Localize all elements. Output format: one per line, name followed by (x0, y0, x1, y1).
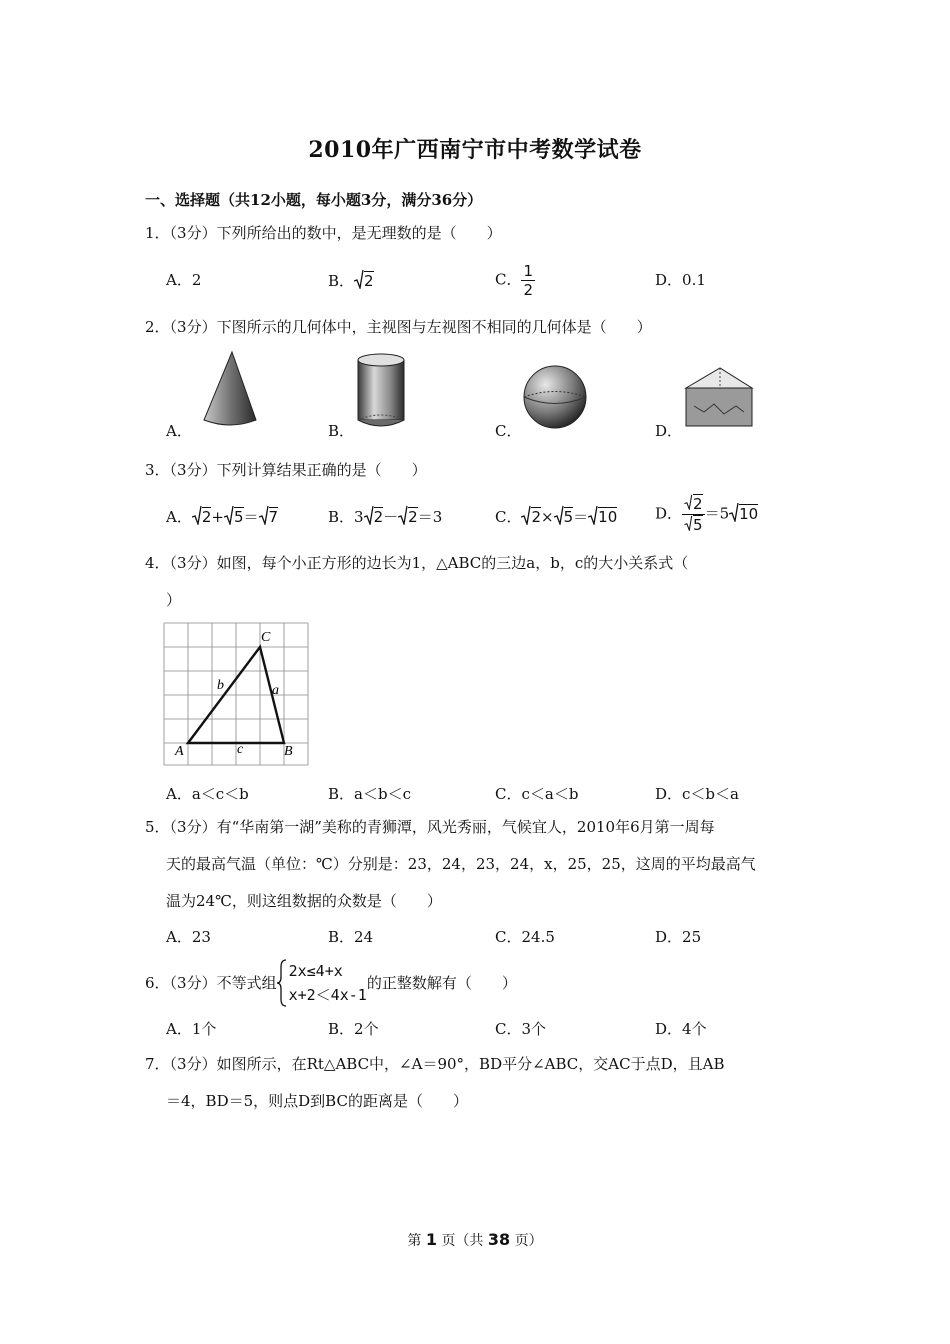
sqrt-symbol (554, 505, 564, 531)
question-1-stem: 1．（3分）下列所给出的数中，是无理数的是（ ） (145, 224, 502, 242)
q3-option-b (328, 505, 442, 531)
q1-option-c-prefix: C． (495, 270, 522, 289)
side-label-b: b (217, 678, 224, 693)
q6-inequality-2: x+2＜4x-1 (288, 986, 367, 1004)
q1-c-denominator: 2 (523, 281, 534, 299)
sqrt-symbol (259, 505, 269, 531)
q3-d-den-radicand: 5 (693, 515, 703, 534)
q3-d-num-radicand: 2 (693, 494, 703, 513)
q6-prefix: 6．（3分）不等式组 (145, 974, 277, 992)
q3-b-operator: － (383, 508, 399, 526)
q4-option-c: C．c＜a＜b (495, 785, 579, 803)
vertex-label-a: A (175, 744, 184, 759)
q3-c-radicand-1: 2 (531, 508, 542, 526)
q3-c-equals: ＝ (573, 508, 589, 526)
q1-option-d: D．0.1 (655, 271, 706, 289)
footer-total-pages: 38 (487, 1230, 511, 1249)
question-5-line-3: 温为24℃，则这组数据的众数是（ ） (166, 892, 442, 910)
q3-option-d (655, 494, 758, 535)
q5-option-a: A．23 (166, 928, 211, 946)
question-4-stem-cont: ） (166, 591, 182, 609)
question-5-line-1: 5．（3分）有“华南第一湖”美称的青狮潭，风光秀丽，气候宜人，2010年6月第一周每 (145, 818, 715, 836)
sqrt-symbol (588, 505, 598, 531)
page-title: 2010年广西南宁市中考数学试卷 (308, 137, 642, 163)
prism-figure (684, 366, 754, 430)
q3-a-prefix: A． (166, 508, 192, 526)
q3-a-radicand-1: 2 (201, 508, 212, 526)
triangle-grid-figure (163, 622, 309, 766)
vertex-label-b: B (284, 744, 293, 759)
q4-option-d: D．c＜b＜a (655, 785, 739, 803)
question-5-line-2: 天的最高气温（单位：℃）分别是：23，24，23，24，x，25，25，这周的平均最高气 (166, 855, 756, 873)
q1-c-numerator: 1 (523, 262, 534, 280)
sqrt-symbol (354, 269, 364, 295)
q2-option-b: B． (328, 422, 355, 440)
question-2-stem: 2．（3分）下图所示的几何体中，主视图与左视图不相同的几何体是（ ） (145, 318, 652, 336)
q3-a-radicand-3: 7 (268, 508, 279, 526)
question-7-line-2: ＝4，BD＝5，则点D到BC的距离是（ ） (166, 1092, 468, 1110)
q1-option-b (328, 269, 374, 295)
q5-option-c: C．24.5 (495, 928, 555, 946)
q4-option-a: A．a＜c＜b (166, 785, 249, 803)
q6-option-d: D．4个 (655, 1020, 707, 1038)
q2-option-d: D． (655, 422, 683, 440)
q3-option-a (166, 505, 278, 531)
question-6-stem (145, 958, 517, 1008)
q6-option-b: B．2个 (328, 1020, 379, 1038)
q3-c-radicand-2: 5 (563, 508, 574, 526)
sqrt-symbol (521, 505, 531, 531)
sqrt-symbol (398, 505, 408, 531)
q3-a-operator: + (211, 508, 224, 526)
question-3-stem: 3．（3分）下列计算结果正确的是（ ） (145, 461, 427, 479)
q3-a-radicand-2: 5 (233, 508, 244, 526)
q6-inequality-1: 2x≤4+x (288, 962, 343, 980)
section-heading: 一、选择题（共12小题，每小题3分，满分36分） (145, 191, 483, 209)
sphere-figure (520, 364, 590, 432)
q1-option-b-prefix: B． (328, 272, 355, 290)
sqrt-symbol (224, 505, 234, 531)
q1-b-radicand: 2 (364, 272, 374, 290)
side-label-c: c (237, 742, 244, 757)
q3-d-equals: ＝5 (704, 504, 730, 523)
q2-option-c: C． (495, 422, 522, 440)
q1-c-fraction (521, 262, 535, 299)
q3-a-equals: ＝ (243, 508, 259, 526)
q6-suffix: 的正整数解有（ ） (366, 974, 517, 992)
question-4-stem: 4．（3分）如图，每个小正方形的边长为1，△ABC的三边a，b，c的大小关系式（ (145, 554, 689, 572)
q2-option-a: A． (166, 422, 192, 440)
cylinder-figure (355, 352, 407, 430)
sqrt-symbol (684, 494, 693, 514)
q3-b-equals: ＝3 (417, 508, 443, 526)
question-7-line-1: 7．（3分）如图所示，在Rt△ABC中，∠A＝90°，BD平分∠ABC，交AC于点D，且AB (145, 1055, 725, 1073)
q1-option-a: A．2 (166, 271, 202, 289)
q6-option-a: A．1个 (166, 1020, 217, 1038)
footer-post: 页） (514, 1233, 543, 1249)
sqrt-symbol (192, 505, 202, 531)
q3-c-radicand-3: 10 (598, 508, 618, 526)
q3-d-denominator (682, 515, 705, 535)
q3-c-prefix: C． (495, 508, 522, 526)
page-footer (0, 1230, 950, 1250)
inequality-system (277, 959, 367, 1007)
sqrt-symbol (729, 502, 739, 528)
q3-d-numerator (682, 494, 705, 515)
q5-option-b: B．24 (328, 928, 374, 946)
footer-pre: 第 (407, 1233, 422, 1249)
left-brace-icon (277, 959, 287, 1007)
q4-option-b: B．a＜b＜c (328, 785, 411, 803)
vertex-label-c: C (261, 630, 271, 645)
q1-option-c (495, 262, 535, 299)
sqrt-symbol (684, 515, 693, 535)
q3-c-operator: × (541, 508, 554, 526)
footer-mid: 页（共 (441, 1233, 484, 1249)
q3-b-radicand-1: 2 (373, 508, 384, 526)
sqrt-symbol (364, 505, 374, 531)
side-label-a: a (272, 683, 279, 698)
q3-d-fraction (682, 494, 705, 535)
footer-page-number: 1 (425, 1230, 437, 1249)
q6-option-c: C．3个 (495, 1020, 547, 1038)
q3-option-c (495, 505, 617, 531)
q3-b-radicand-2: 2 (408, 508, 418, 526)
q3-d-radicand-3: 10 (739, 504, 759, 523)
q5-option-d: D．25 (655, 928, 702, 946)
q3-b-prefix: B．3 (328, 508, 364, 526)
cone-figure (200, 350, 260, 430)
q3-d-prefix: D． (655, 504, 683, 523)
